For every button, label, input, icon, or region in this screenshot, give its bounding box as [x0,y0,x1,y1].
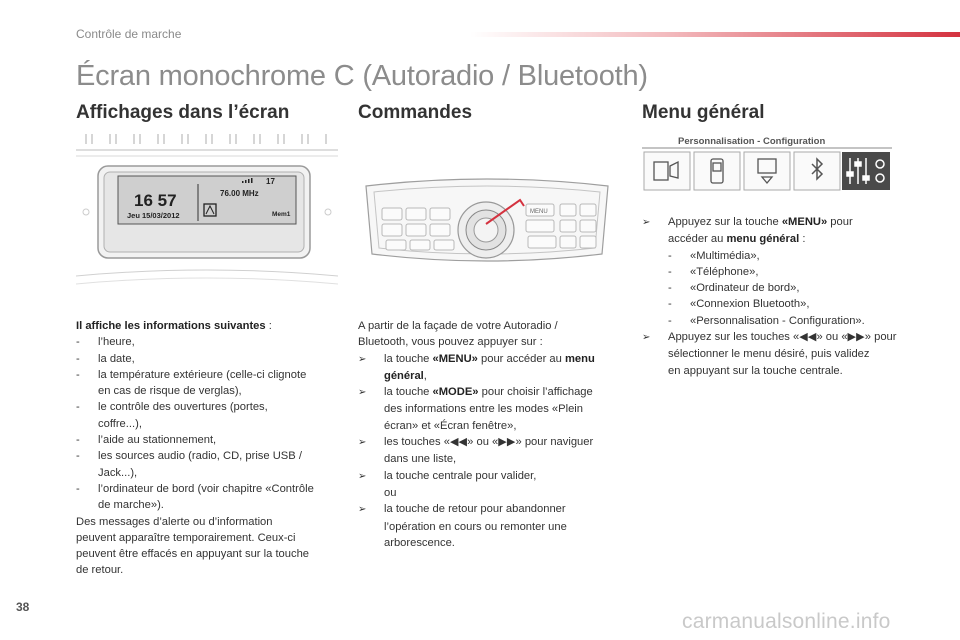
list-item-cont: en appuyant sur la touche centrale. [668,364,843,377]
list-item: ➢ la touche «MENU» pour accéder au menu [358,351,628,368]
arrow-bullet-icon: ➢ [358,353,367,365]
header-accent-rule [470,32,960,37]
heading-controls: Commandes [358,102,473,123]
intro-line: A partir de la façade de votre Autoradio / [358,320,558,332]
list-item-cont: Jack...), [98,466,138,479]
list-item: - le contrôle des ouvertures (portes, [76,401,268,414]
footer-line: peuvent être effacés en appuyant sur la touche [76,548,310,561]
submenu-item: - «Connexion Bluetooth», [668,298,810,311]
submenu-item: - «Multimédia», [668,249,760,262]
list-item-cont: accéder au menu général : [668,233,806,246]
screen-frequency: 76.00 MHz [220,189,259,198]
list-item-cont: écran» et «Écran fenêtre», [384,419,517,432]
list-item: - l’ordinateur de bord (voir chapitre «Contrôle [76,482,314,495]
arrow-bullet-icon: ➢ [358,504,367,516]
list-item-cont: des informations entre les modes «Plein [384,403,583,416]
submenu-item: - «Téléphone», [668,265,759,278]
panel-menu-label: MENU [530,209,548,215]
display-info-text [76,318,346,579]
menu-screen-figure [642,132,894,201]
watermark: carmanualsonline.info [682,610,891,633]
footer-line: Des messages d’alerte ou d’information [76,515,273,528]
screen-date: Jeu 15/03/2012 [127,211,180,220]
list-item-cont: arborescence. [384,536,455,549]
control-panel-figure [356,164,618,279]
list-item-cont: sélectionner le menu désiré, puis validez [668,348,870,361]
list-item: - l’aide au stationnement, [76,434,217,447]
list-item-cont: général, [384,369,427,382]
or-text: ou [384,486,397,499]
list-item-cont: dans une liste, [384,453,457,466]
list-item-cont: l’opération en cours ou remonter une [384,520,567,533]
footer-line: peuvent apparaître temporairement. Ceux-ci [76,531,296,544]
list-item: - les sources audio (radio, CD, prise USB / [76,450,302,463]
screen-memory: Mem1 [272,211,291,218]
list-item: - l’heure, [76,336,135,349]
list-item: - la date, [76,352,135,365]
submenu-item: - «Ordinateur de bord», [668,282,800,295]
list-item: ➢ Appuyez sur les touches «◀◀» ou «▶▶» pour [642,329,922,346]
list-item: - la température extérieure (celle-ci clignote [76,368,307,381]
arrow-bullet-icon: ➢ [358,470,367,482]
footer-line: de retour. [76,564,124,577]
double-right-arrow-icon: ▶▶ [498,436,516,449]
page-number: 38 [16,600,30,614]
intro-line: Bluetooth, vous pouvez appuyer sur : [358,336,543,349]
arrow-bullet-icon: ➢ [642,332,651,344]
list-item: ➢ Appuyez sur la touche «MENU» pour [642,214,922,231]
screen-time: 16 57 [134,191,177,210]
list-item: ➢ la touche de retour pour abandonner [358,501,628,518]
display-intro: Il affiche les informations suivantes [76,320,266,332]
heading-display: Affichages dans l’écran [76,102,290,123]
list-item: ➢ les touches «◀◀» ou «▶▶» pour naviguer [358,434,628,451]
section-label: Contrôle de marche [76,27,182,41]
double-left-arrow-icon: ◀◀ [799,331,817,344]
menu-text [642,214,922,379]
page-title: Écran monochrome C (Autoradio / Bluetooth) [76,60,648,92]
arrow-bullet-icon: ➢ [642,217,651,228]
submenu-item: - «Personnalisation - Configuration». [668,314,865,327]
list-item: ➢ la touche centrale pour valider, [358,468,628,485]
heading-menu: Menu général [642,102,765,123]
arrow-bullet-icon: ➢ [358,437,367,449]
menu-screen-title: Personnalisation - Configuration [678,136,826,147]
controls-text [358,318,628,551]
double-left-arrow-icon: ◀◀ [449,436,468,449]
list-item-cont: en cas de risque de verglas), [98,385,242,398]
display-intro-suffix: : [265,320,272,332]
double-right-arrow-icon: ▶▶ [847,331,865,344]
list-item-cont: coffre...), [98,417,142,430]
list-item-cont: de marche»). [98,499,164,512]
screen-temp: 17 [266,177,275,186]
list-item: ➢ la touche «MODE» pour choisir l’affichage [358,384,628,401]
arrow-bullet-icon: ➢ [358,387,367,399]
display-screen-figure [76,126,338,303]
